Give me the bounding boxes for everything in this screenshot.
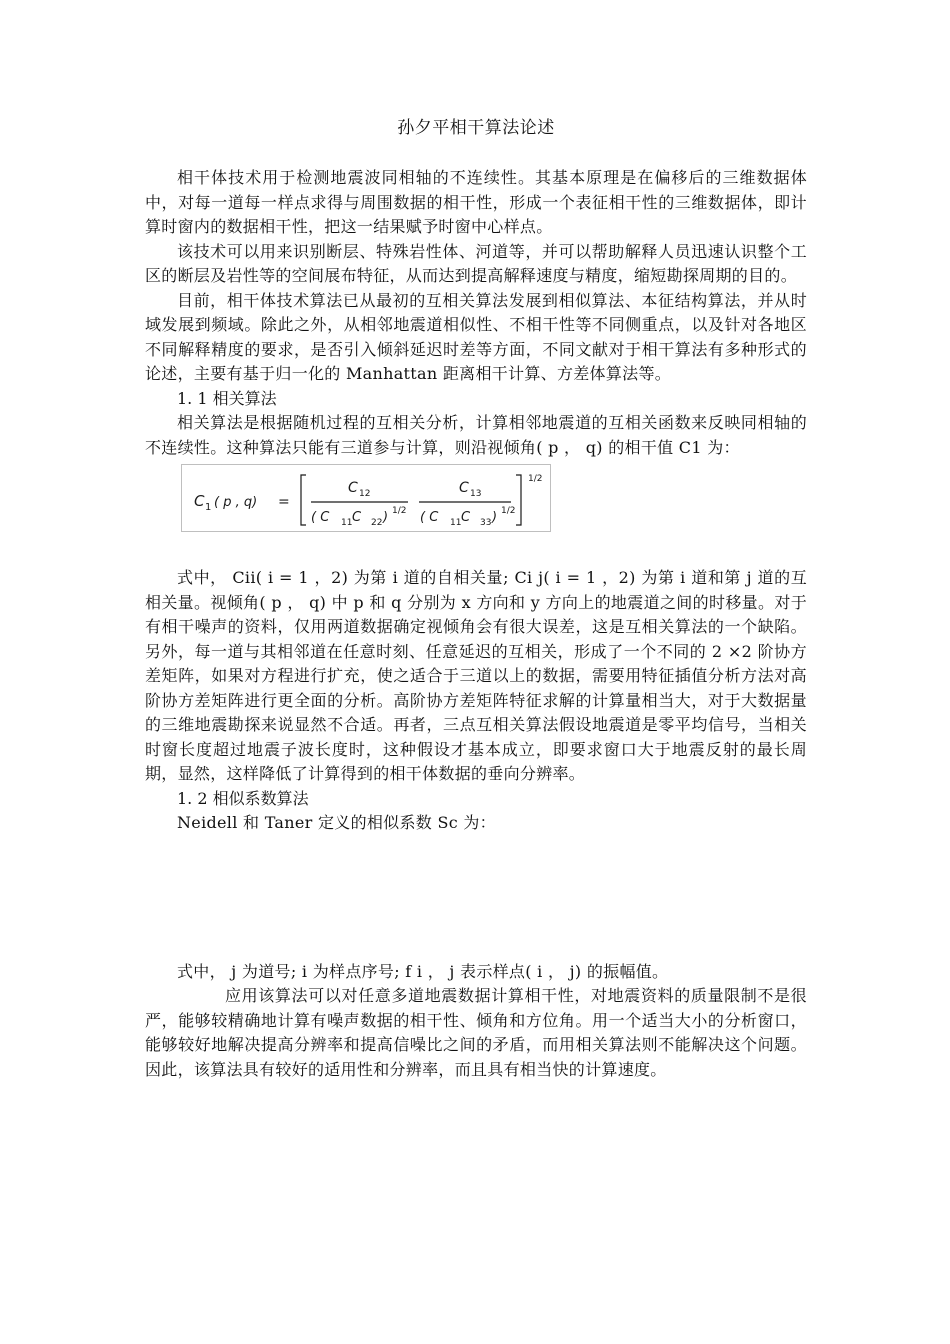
paragraph-similarity-application: 应用该算法可以对任意多道地震数据计算相干性，对地震资料的质量限制不是很严，能够较精确地计算有噪声数据的相干性、倾角和方位角。用一个适当大小的分析窗口，能够较好地解决提高分辨率和提高信噪比之间的矛盾，而用相关算法则不能解决这个问题。因此，该算法具有较好的适用性和分辨率，而且具有相当快的计算速度。 (145, 986, 807, 1079)
formula-den1-sub-b: 22 (371, 518, 383, 528)
formula-right-bracket (516, 475, 521, 525)
formula-den1-pow: 1/2 (392, 506, 407, 516)
formula-sc-placeholder (145, 836, 807, 958)
formula-den1-open: ( C (311, 510, 330, 525)
formula-den2-open: ( C (420, 510, 439, 525)
formula-num2: C (459, 480, 469, 496)
paragraph-similarity-def: Neidell 和 Taner 定义的相似系数 Sc 为： (177, 813, 496, 832)
formula-c1-box (181, 464, 551, 532)
formula-den1-mid: C (352, 510, 362, 525)
formula-lhs-sub: 1 (205, 502, 212, 513)
formula-den2-sub-b: 33 (480, 518, 492, 528)
formula-equals: = (278, 494, 290, 510)
document-title: 孙夕平相干算法论述 (397, 118, 555, 138)
formula-num1: C (348, 480, 358, 496)
formula-c1 (182, 465, 550, 531)
spacer (145, 532, 807, 566)
paragraph-algorithms: 目前，相干体技术算法已从最初的互相关算法发展到相似算法、本征结构算法，并从时域发展到频域。除此之外，从相邻地震道相似性、不相干性等不同侧重点，以及针对各地区不同解释精度的要求，是否引入倾斜延迟时差等方面，不同文献对于相干算法有多种形式的论述，主要有基于归一化的 Manhattan 距离相干计算、方差体算法等。 (145, 290, 807, 383)
formula-den2-sub-a: 11 (450, 518, 462, 528)
formula-den2-close: ) (492, 510, 498, 525)
section-heading-correlation: 1. 1 相关算法 (177, 388, 277, 408)
formula-den1-sub-a: 11 (341, 518, 353, 528)
formula-args: ( p , q) (214, 495, 258, 510)
formula-num1-sub: 12 (359, 489, 371, 499)
formula-den2-pow: 1/2 (501, 506, 516, 516)
formula-lhs: C (194, 492, 205, 510)
formula-den1-close: ) (383, 510, 389, 525)
paragraph-usage: 该技术可以用来识别断层、特殊岩性体、河道等，并可以帮助解释人员迅速认识整个工区的断层及岩性等的空间展布特征，从而达到提高解释速度与精度，缩短勘探周期的目的。 (145, 241, 807, 285)
formula-num2-sub: 13 (470, 489, 482, 499)
formula-den2-mid: C (461, 510, 471, 525)
formula-outer-pow: 1/2 (528, 474, 543, 484)
paragraph-correlation: 相关算法是根据随机过程的互相关分析，计算相邻地震道的互相关函数来反映同相轴的不连续性。这种算法只能有三道参与计算，则沿视倾角( p ， q) 的相干值 C1 为： (145, 413, 807, 457)
paragraph-similarity-vars: 式中， j 为道号; i 为样点序号; f i ， j 表示样点( i ， j) 的振幅值。 (177, 961, 669, 981)
paragraph-correlation-explanation: 式中， Cii( i = 1 ，2) 为第 i 道的自相关量; Ci j( i = 1 ，2) 为第 i 道和第 j 道的互相关量。视倾角( p ， q) 中 p 和 q 分别为 x 方向和 y 方向上的地震道之间的时移量。对于有相干噪声的资料，仅用两道数据确定视倾角会有很大误差，这是互相关算法的一个缺陷。另外，每一道与其相邻道在任意时刻、任意延迟的互相关，形成了一个不同的 2 ×2 阶协方差矩阵，如果对方程进行扩充，使之适合于三道以上的数据，需要用特征插值分析方法对高阶协方差矩阵进行更全面的分析。高阶协方差矩阵特征求解的计算量相当大，对于大数据量的三维地震勘探来说显然不合适。再者，三点互相关算法假设地震道是零平均信号，当相关时窗长度超过地震子波长度时，这种假设才基本成立，即要求窗口大于地震反射的最长周期，显然，这样降低了计算得到的相干体数据的垂向分辨率。 (145, 568, 807, 783)
section-heading-similarity: 1. 2 相似系数算法 (177, 788, 309, 808)
formula-left-bracket (301, 475, 306, 525)
paragraph-intro: 相干体技术用于检测地震波同相轴的不连续性。其基本原理是在偏移后的三维数据体中，对每一道每一样点求得与周围数据的相干性，形成一个表征相干性的三维数据体，即计算时窗内的数据相干性，把这一结果赋予时窗中心样点。 (145, 168, 807, 236)
document-page (145, 112, 807, 1082)
